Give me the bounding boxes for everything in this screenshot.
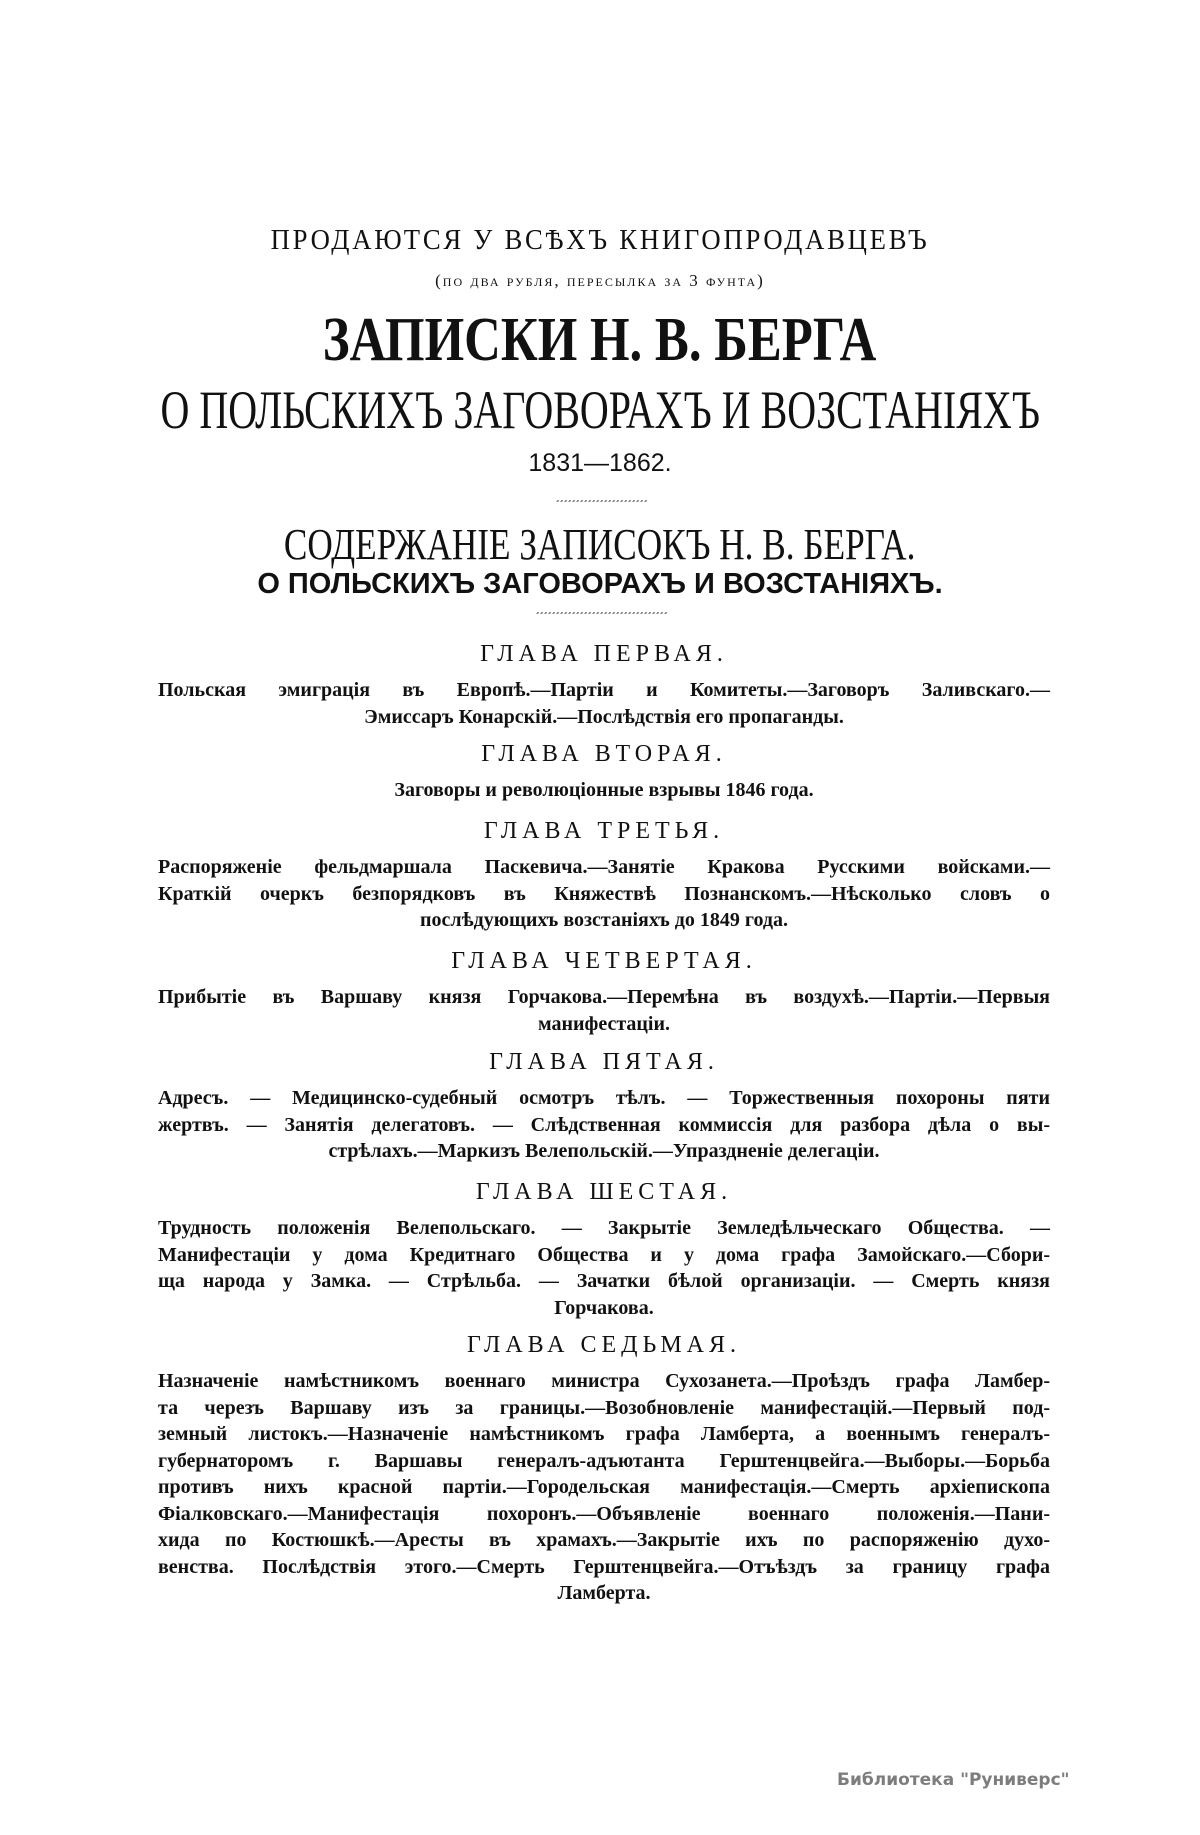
contents-title	[0, 520, 1200, 570]
chapter-summary-line: Манифестаціи у дома Кредитнаго Общества и у дома графа Замойскаго.—Сбори-	[158, 1243, 1050, 1266]
chapter-summary-line: Польская эмиграція въ Европѣ.—Партіи и Комитеты.—Заговоръ Заливскаго.—	[158, 679, 1050, 701]
chapter-summary-line: Трудность положенія Велепольскаго. — Закрытіе Земледѣльческаго Общества. —	[158, 1217, 1050, 1239]
chapter-summary-line: хида по Костюшкѣ.—Аресты въ храмахъ.—Закрытіе ихъ по распоряженію духо-	[158, 1529, 1050, 1551]
chapter-heading: ГЛАВА ПЯТАЯ.	[489, 1049, 719, 1075]
sale-notice	[0, 222, 1200, 258]
chapter-summary-line: жертвъ. — Занятія делегатовъ. — Слѣдственная коммиссія для разбора дѣла о вы-	[158, 1113, 1050, 1136]
book-title-text: ЗАПИСКИ Н. В. БЕРГА	[323, 306, 877, 374]
chapter-summary-line: Заговоры и революціонные взрывы 1846 года.	[394, 779, 814, 801]
chapter-heading: ГЛАВА ВТОРАЯ.	[481, 741, 727, 767]
chapter-section	[158, 808, 1050, 934]
chapter-section	[158, 1169, 1050, 1321]
chapter-summary-line: Назначеніе намѣстникомъ военнаго министра Сухозанета.—Проѣздъ графа Ламбер-	[158, 1370, 1050, 1392]
chapter-heading: ГЛАВА ТРЕТЬЯ.	[483, 818, 725, 844]
chapter-summary-line: губернаторомъ г. Варшавы генералъ-адъютанта Герштенцвейга.—Выборы.—Борьба	[158, 1449, 1050, 1472]
chapter-summary-line: Фіалковскаго.—Манифестація похоронъ.—Объявленіе военнаго положенія.—Пани-	[158, 1502, 1050, 1525]
chapter-section	[158, 631, 1050, 730]
chapter-summary-line: Распоряженіе фельдмаршала Паскевича.—Занятіе Кракова Русскими войсками.—	[158, 856, 1050, 878]
ornament-divider	[533, 612, 668, 620]
contents-subtitle: О ПОЛЬСКИХЪ ЗАГОВОРАХЪ И ВОЗСТАНІЯХЪ.	[257, 568, 943, 600]
chapter-section	[158, 1039, 1050, 1165]
book-years: 1831—1862.	[528, 449, 672, 477]
chapter-section	[158, 938, 1050, 1037]
chapter-heading: ГЛАВА ПЕРВАЯ.	[480, 641, 728, 667]
chapter-section	[158, 1322, 1050, 1607]
chapter-summary-line: Ламберта.	[557, 1582, 651, 1604]
chapter-summary-line: Эмиссаръ Конарскій.—Послѣдствія его пропаганды.	[364, 705, 844, 728]
book-title	[0, 305, 1200, 375]
chapter-heading: ГЛАВА СЕДЬМАЯ.	[466, 1332, 742, 1358]
chapter-summary-line: венства. Послѣдствія этого.—Смерть Герштенцвейга.—Отъѣздъ за границу графа	[158, 1555, 1050, 1578]
chapter-summary-line: противъ нихъ красной партіи.—Городельская манифестація.—Смерть архіепископа	[158, 1476, 1050, 1498]
chapter-summary-line: послѣдующихъ возстаніяхъ до 1849 года.	[419, 909, 789, 931]
chapter-summary-line: Прибытіе въ Варшаву князя Горчакова.—Перемѣна въ воздухѣ.—Партіи.—Первыя	[158, 986, 1050, 1008]
chapter-summary-line: манифестаціи.	[537, 1012, 671, 1035]
chapter-summary-line: Краткій очеркъ безпорядковъ въ Княжествѣ Познанскомъ.—Нѣсколько словъ о	[158, 882, 1050, 905]
book-subtitle-text: О ПОЛЬСКИХЪ ЗАГОВОРАХЪ И ВОЗСТАНІЯХЪ	[160, 380, 1040, 440]
book-subtitle	[0, 380, 1200, 440]
chapter-summary-line: Горчакова.	[554, 1296, 654, 1319]
chapter-heading: ГЛАВА ЧЕТВЕРТАЯ.	[451, 948, 757, 974]
chapter-summary-line: ща народа у Замка. — Стрѣльба. — Зачатки бѣлой организаціи. — Смерть князя	[158, 1270, 1050, 1292]
sale-notice-text: ПРОДАЮТСЯ У ВСѢХЪ КНИГОПРОДАВЦЕВЪ	[270, 224, 930, 256]
library-watermark: Библиотека "Руниверс"	[837, 1770, 1070, 1790]
chapter-heading: ГЛАВА ШЕСТАЯ.	[475, 1179, 733, 1205]
chapter-section	[158, 731, 1050, 804]
chapter-summary-line: Адресъ. — Медицинско-судебный осмотръ тѣлъ. — Торжественныя похороны пяти	[158, 1087, 1050, 1109]
contents-title-text: СОДЕРЖАНІЕ ЗАПИСОКЪ Н. В. БЕРГА.	[284, 520, 916, 569]
chapter-summary-line: стрѣлахъ.—Маркизъ Велепольскій.—Упраздненіе делегаціи.	[328, 1140, 880, 1162]
chapter-summary-line: земный листокъ.—Назначеніе намѣстникомъ графа Ламберта, а военнымъ генералъ-	[158, 1423, 1050, 1445]
price-note: (по два рубля, пересылка за 3 фунта)	[435, 271, 765, 290]
chapter-summary-line: та черезъ Варшаву изъ за границы.—Возобновленіе манифестацій.—Первый под-	[158, 1396, 1050, 1419]
ornament-divider	[553, 500, 648, 508]
